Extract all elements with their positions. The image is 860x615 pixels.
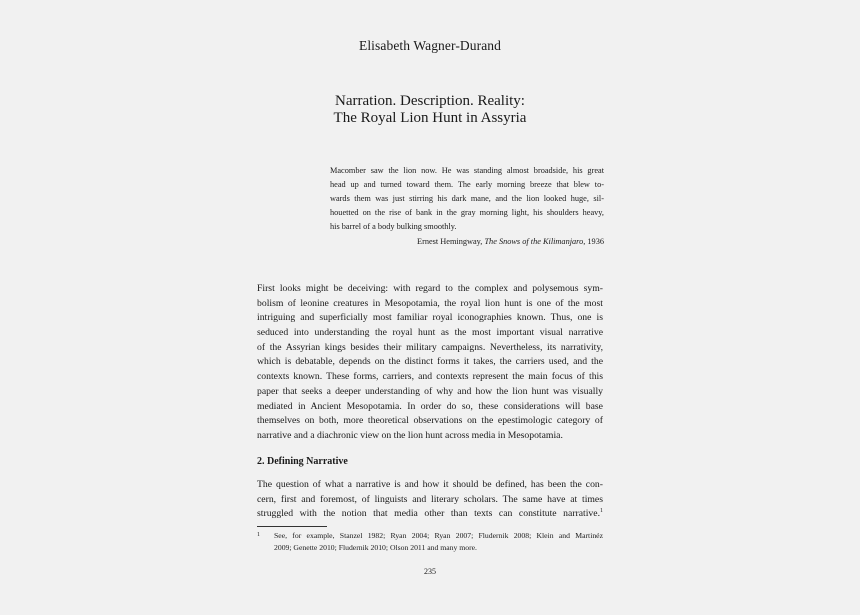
attribution-year: , 1936	[583, 237, 604, 246]
attribution-author: Ernest Hemingway,	[417, 237, 485, 246]
section-paragraph	[257, 478, 603, 522]
attribution-work: The Snows of the Kilimanjaro	[484, 237, 584, 246]
title-line-2: The Royal Lion Hunt in Assyria	[333, 110, 527, 126]
body-line: bolism of leonine creatures in Mesopotamia, the royal lion hunt is one of the most	[257, 297, 603, 309]
paper-title	[0, 93, 860, 127]
epigraph-quote	[330, 164, 604, 234]
page-number: 235	[424, 567, 436, 576]
title-line-1: Narration. Description. Reality:	[335, 93, 525, 109]
body-line: of the Assyrian kings besides their military campaigns. Nevertheless, its narrativity,	[257, 341, 603, 353]
epigraph-line: Macomber saw the lion now. He was standing almost broadside, his great	[330, 166, 604, 175]
body-line: intriguing and superficially most familiar royal iconographies known. Thus, one is	[257, 312, 603, 324]
body-line: which is debatable, depends on the distinct forms it takes, the carriers used, and the	[257, 356, 603, 368]
body-line: contexts known. These forms, carriers, and contexts represent the main focus of this	[257, 371, 603, 383]
body-line: seduced into understanding the royal hunt as the most important visual narrative	[257, 327, 603, 339]
body-line: mediated in Ancient Mesopotamia. In order do so, these considerations will base	[257, 400, 603, 412]
section-heading: 2. Defining Narrative	[257, 456, 348, 467]
body-line-with-footnote	[257, 507, 603, 522]
body-line: paper that seeks a deeper understanding of why and how the lion hunt was visually	[257, 385, 603, 397]
footnote-number: 1	[257, 532, 260, 538]
footnote-text	[274, 530, 603, 553]
footnote-line: 2009; Genette 2010; Fludernik 2010; Olson 2011 and many more.	[274, 542, 477, 552]
epigraph-line: head up and turned toward them. The early morning breeze that blew to-	[330, 180, 604, 189]
body-line: First looks might be deceiving: with regard to the complex and polysemous sym-	[257, 283, 603, 294]
epigraph-line: his barrel of a body bulking smoothly.	[330, 222, 457, 231]
body-line: themselves on both, more theoretical observations on the epestimologic category of	[257, 415, 603, 427]
epigraph-line: houetted on the rise of bank in the gray morning light, his shoulders heavy,	[330, 208, 604, 217]
footnote-line: See, for example, Stanzel 1982; Ryan 2004; Ryan 2007; Fludernik 2008; Klein and Martinéz	[274, 531, 603, 540]
author-name: Elisabeth Wagner-Durand	[358, 38, 502, 53]
epigraph-line: wards them was just stirring his dark mane, and the lion looked huge, sil-	[330, 194, 604, 203]
body-line: narrative and a diachronic view on the lion hunt across media in Mesopotamia.	[257, 429, 563, 441]
intro-paragraph	[257, 282, 603, 444]
body-line: cern, first and foremost, of linguists and literary scholars. The same have at times	[257, 493, 603, 505]
body-line-text: struggled with the notion that media other than texts can constitute narrative.	[257, 508, 600, 520]
epigraph-attribution	[330, 237, 604, 246]
footnote-divider	[257, 526, 327, 527]
body-line: The question of what a narrative is and how it should be defined, has been the con-	[257, 479, 603, 490]
footnote-reference[interactable]: 1	[600, 508, 603, 515]
